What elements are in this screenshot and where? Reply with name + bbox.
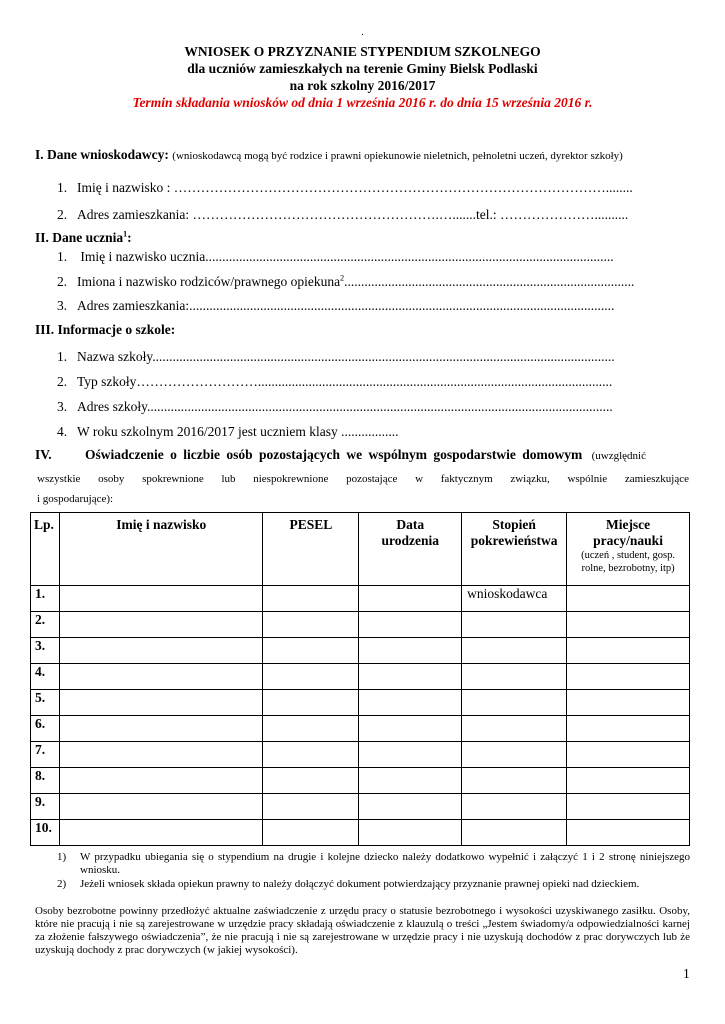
cell-kinship[interactable] [462, 612, 567, 638]
cell-workplace[interactable] [567, 690, 690, 716]
school-class-field[interactable] [57, 424, 398, 440]
row-number: 9. [31, 794, 60, 820]
colon: : [127, 230, 132, 245]
col-header-kinship [462, 513, 567, 586]
section-household-heading [35, 447, 690, 463]
cell-workplace[interactable] [567, 638, 690, 664]
cell-birthdate[interactable] [359, 820, 462, 846]
footnote-number: 1) [57, 851, 67, 863]
table-row [31, 768, 690, 794]
row-number: 7. [31, 742, 60, 768]
item-number: 3. [57, 399, 68, 414]
cell-birthdate[interactable] [359, 638, 462, 664]
cell-pesel[interactable] [263, 742, 359, 768]
birthdate-header-line2: urodzenia [381, 533, 439, 548]
student-name-label: Imię i nazwisko ucznia......................................................................................................................... [77, 249, 614, 264]
cell-kinship[interactable] [462, 690, 567, 716]
section-student-title: II. Dane ucznia [35, 230, 124, 245]
section-household-number: IV. [35, 447, 52, 462]
section-applicant-heading [35, 147, 623, 163]
cell-pesel[interactable] [263, 768, 359, 794]
workplace-header-note: (uczeń , student, gosp. rolne, bezrobotny, itp) [581, 550, 676, 574]
cell-workplace[interactable] [567, 742, 690, 768]
item-number: 3. [57, 298, 68, 313]
table-row [31, 716, 690, 742]
cell-name[interactable] [59, 638, 263, 664]
col-header-name: Imię i nazwisko [59, 513, 263, 586]
cell-workplace[interactable] [567, 794, 690, 820]
cell-birthdate[interactable] [359, 794, 462, 820]
cell-kinship[interactable]: wnioskodawca [462, 586, 567, 612]
cell-pesel[interactable] [263, 586, 359, 612]
student-address-field[interactable] [57, 298, 614, 314]
school-address-field[interactable] [57, 399, 613, 415]
cell-name[interactable] [59, 794, 263, 820]
footnote-1 [57, 851, 690, 877]
footnote-ref: 1 [123, 229, 128, 239]
cell-kinship[interactable] [462, 768, 567, 794]
applicant-address-field[interactable] [57, 207, 628, 223]
item-number: 1. [57, 349, 68, 364]
cell-kinship[interactable] [462, 664, 567, 690]
cell-birthdate[interactable] [359, 742, 462, 768]
school-type-label: Typ szkoły………………………......................................................................................................... [77, 374, 613, 389]
section-student-heading [35, 230, 132, 246]
cell-name[interactable] [59, 612, 263, 638]
school-class-label: W roku szkolnym 2016/2017 jest uczniem klasy ................. [77, 424, 399, 439]
table-row [31, 664, 690, 690]
table-row [31, 794, 690, 820]
cell-pesel[interactable] [263, 820, 359, 846]
document-title: WNIOSEK O PRZYZNANIE STYPENDIUM SZKOLNEGO [184, 44, 541, 59]
household-members-table [30, 512, 690, 846]
item-number: 1. [57, 249, 68, 264]
workplace-header-line1: Miejsce [605, 517, 651, 532]
section-household-title: Oświadczenie o liczbie osób pozostających we wspólnym gospodarstwie domowym [85, 447, 583, 462]
cell-name[interactable] [59, 768, 263, 794]
workplace-header-line2: pracy/nauki [593, 533, 663, 548]
footnote-text: Jeżeli wniosek składa opiekun prawny to należy dołączyć dokument potwierdzający przyznanie prawnej opieki nad dzieckiem. [80, 878, 640, 890]
footnote-ref: 2 [340, 273, 345, 283]
document-header [0, 43, 725, 111]
cell-birthdate[interactable] [359, 586, 462, 612]
cell-birthdate[interactable] [359, 716, 462, 742]
cell-kinship[interactable] [462, 820, 567, 846]
section-applicant-title: I. Dane wnioskodawcy: [35, 147, 169, 162]
cell-pesel[interactable] [263, 690, 359, 716]
applicant-address-label: Adres zamieszkania: ……………………………………………….….......tel.: ………………….......... [77, 207, 629, 222]
title-line-2: dla uczniów zamieszkałych na terenie Gminy Bielsk Podlaski [187, 61, 538, 76]
table-row [31, 690, 690, 716]
table-row [31, 612, 690, 638]
cell-pesel[interactable] [263, 716, 359, 742]
top-dot: . [361, 27, 364, 38]
unemployed-note: Osoby bezrobotne powinny przedłożyć aktualne zaświadczenie z urzędu pracy o statusie bezrobotnego i wysokości uzyskiwanego zasiłku. Osoby, które nie pracują i nie są zarejestrowane w urzędzie pracy składają oświadczenie z klauzulą o treści „Jestem świadomy/a odpowiedzialności karnej za złożenie fałszywego oświadczenia”, że nie pracują i nie są zarejestrowane w urzędzie pracy i nie uzyskują dochodów z prac dorywczych lub że uzyskują dochody z prac dorywczych (w jakiej wysokości). [35, 905, 690, 956]
item-number: 2. [57, 274, 68, 289]
cell-kinship[interactable] [462, 742, 567, 768]
cell-birthdate[interactable] [359, 612, 462, 638]
applicant-name-label: Imię i nazwisko : ……………………………………………………………………………………........ [77, 180, 633, 195]
cell-workplace[interactable] [567, 716, 690, 742]
cell-birthdate[interactable] [359, 690, 462, 716]
cell-workplace[interactable] [567, 820, 690, 846]
parents-name-field[interactable] [57, 274, 634, 290]
section-school-heading [35, 322, 175, 338]
cell-pesel[interactable] [263, 612, 359, 638]
row-number: 3. [31, 638, 60, 664]
school-name-label: Nazwa szkoły......................................................................................................................................... [77, 349, 615, 364]
row-number: 2. [31, 612, 60, 638]
school-type-field[interactable] [57, 374, 612, 390]
fill-dots: ...................................................................................... [344, 274, 635, 289]
footnote-text: W przypadku ubiegania się o stypendium na drugie i kolejne dziecko należy dodatkowo wypełnić i załączyć 1 i 2 stronę niniejszego wniosku. [80, 851, 690, 876]
item-number: 1. [57, 180, 68, 195]
row-number: 8. [31, 768, 60, 794]
footnote-2 [57, 878, 690, 891]
section-household-note-start: (uwzględnić [591, 450, 646, 462]
row-number: 10. [31, 820, 60, 846]
student-address-label: Adres zamieszkania:.............................................................................................................................. [77, 298, 615, 313]
col-header-lp: Lp. [31, 513, 60, 586]
deadline-notice: Termin składania wniosków od dnia 1 września 2016 r. do dnia 15 września 2016 r. [132, 95, 593, 110]
cell-birthdate[interactable] [359, 664, 462, 690]
col-header-pesel: PESEL [263, 513, 359, 586]
footnote-number: 2) [57, 878, 67, 890]
table-row [31, 638, 690, 664]
section-household-note-end: i gospodarujące): [37, 493, 114, 505]
table-row [31, 586, 690, 612]
cell-name[interactable] [59, 716, 263, 742]
applicant-name-field[interactable] [57, 180, 633, 196]
section-household-note-line: wszystkie osoby spokrewnione lub niespokrewnione pozostające w faktycznym związku, wspólnie zamieszkujące [37, 473, 689, 485]
item-number: 2. [57, 207, 68, 222]
section-school-title: III. Informacje o szkole: [35, 322, 176, 337]
cell-name[interactable] [59, 742, 263, 768]
col-header-birthdate [359, 513, 462, 586]
item-number: 2. [57, 374, 68, 389]
cell-workplace[interactable] [567, 612, 690, 638]
cell-workplace[interactable] [567, 664, 690, 690]
cell-name[interactable] [59, 820, 263, 846]
table-row [31, 820, 690, 846]
parents-name-label: Imiona i nazwisko rodziców/prawnego opiekuna [77, 274, 341, 289]
cell-kinship[interactable] [462, 716, 567, 742]
row-number: 4. [31, 664, 60, 690]
student-name-field[interactable] [57, 249, 614, 265]
cell-name[interactable] [59, 690, 263, 716]
row-number: 1. [31, 586, 60, 612]
col-header-workplace [567, 513, 690, 586]
school-name-field[interactable] [57, 349, 615, 365]
cell-pesel[interactable] [263, 664, 359, 690]
cell-kinship[interactable] [462, 638, 567, 664]
row-number: 6. [31, 716, 60, 742]
section-applicant-note: (wnioskodawcą mogą być rodzice i prawni opiekunowie nieletnich, pełnoletni uczeń, dyrektor szkoły) [172, 150, 623, 162]
birthdate-header-line1: Data [396, 517, 425, 532]
title-line-3: na rok szkolny 2016/2017 [289, 78, 436, 93]
page-number: 1 [683, 966, 690, 981]
cell-pesel[interactable] [263, 794, 359, 820]
cell-birthdate[interactable] [359, 768, 462, 794]
cell-kinship[interactable] [462, 794, 567, 820]
kinship-header-line1: Stopień [492, 517, 536, 532]
cell-workplace[interactable] [567, 586, 690, 612]
kinship-header-line2: pokrewieństwa [470, 533, 558, 548]
cell-name[interactable] [59, 586, 263, 612]
cell-pesel[interactable] [263, 638, 359, 664]
table-header-row [31, 513, 690, 586]
item-number: 4. [57, 424, 68, 439]
row-number: 5. [31, 690, 60, 716]
cell-name[interactable] [59, 664, 263, 690]
table-row [31, 742, 690, 768]
cell-workplace[interactable] [567, 768, 690, 794]
school-address-label: Adres szkoły.......................................................................................................................................... [77, 399, 613, 414]
